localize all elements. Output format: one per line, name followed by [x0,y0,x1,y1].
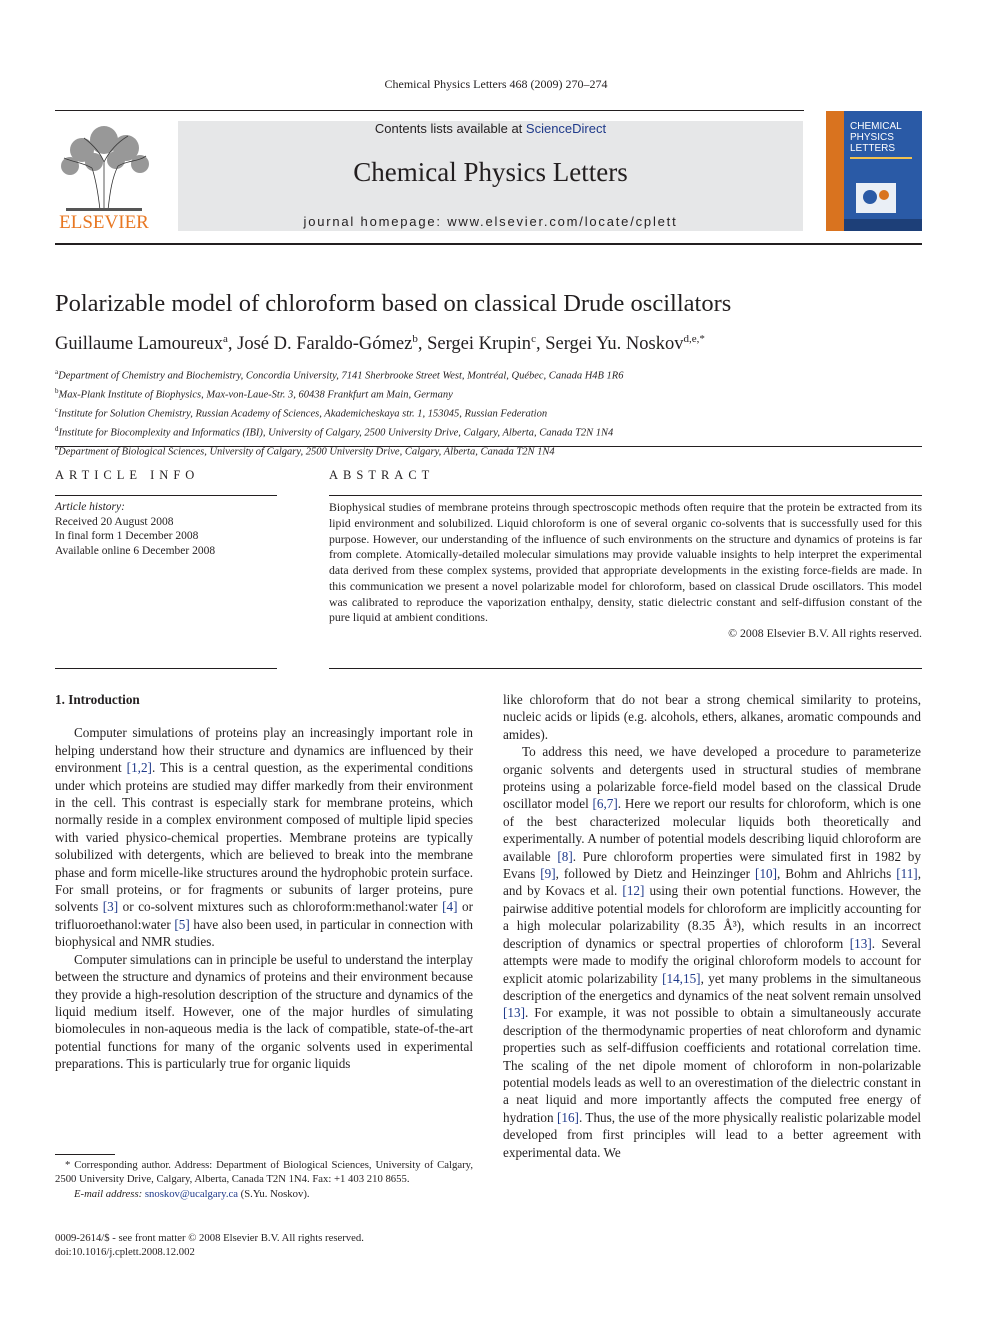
issn-block [55,1231,364,1260]
contents-prefix: Contents lists available at [374,121,526,136]
sciencedirect-link[interactable]: ScienceDirect [525,121,607,136]
citation-link[interactable]: [6,7] [592,796,618,812]
body-paragraph: like chloroform that do not bear a strong chemical similarity to proteins, nucleic acids or lipids (e.g. alcohols, ethers, alkanes, aromatic compounds and amides). [503,692,921,742]
journal-title: Chemical Physics Letters [353,157,628,187]
citation-link[interactable]: [8] [557,848,573,864]
history-online: Available online 6 December 2008 [55,544,216,557]
article-title: Polarizable model of chloroform based on classical Drude oscillators [55,290,732,317]
corresponding-author-note: * Corresponding author. Address: Department of Biological Sciences, University of Calgary, 2500 University Drive, Calgary, Alberta, Canada T2N 1N4. Fax: +1 403 210 8655. [55,1159,473,1186]
body-paragraph: Computer simulations of proteins play an increasingly important role in helping understand how their structure and dynamics are influenced by their environment [1,2]. This is a central question, as the experimental conditions under which proteins are studied may differ markedly from their environment in the cell. This contrast is especially stark for membrane proteins, which normally reside in a complex environment composed of multiple lipid species with varied physico-chemical properties. Membrane proteins are typically solubilized with detergents, which are believed to break into the membrane phase and form micelle-like structures around the hydrophobic protein surface. For small proteins, or for fragments or subunits of larger proteins, pure solvents [3] or co-solvent mixtures such as chloroform:methanol:water [4] or trifluoroethanol:water [5] have also been used, in particular in connection with biophysical and NMR studies. [55,725,474,950]
article-info-rule-top [55,495,277,496]
body-paragraph: To address this need, we have developed a procedure to parameterize organic solvents and detergents used in structural studies of membrane proteins using a polarizable force-field model based on the classical Drude oscillator model [6,7]. Here we report our results for chloroform, which is one of the best characterized molecular liquids both theoretically and experimentally. A number of potential models describing liquid chloroform are available [8]. Pure chloroform properties were simulated first in 1982 by Evans [9], followed by Dietz and Heinzinger [10], Bohm and Ahlrichs [11], and by Kovacs et al. [12] using their own potential functions. However, the pairwise additive potential models for chloroform are implicitly accounting for a high molecular polarizability (8.35 Å³), which results in an incorrect description of dynamics or spectral properties of chloroform [13]. Several attempts were made to modify the original chloroform models to account for explicit atomic polarizability [14,15], yet many problems in the simultaneous description of the energetics and dynamics of the neat solvent remain unsolved [13]. For example, it was not possible to obtain a simultaneously accurate description of the thermodynamic properties of neat chloroform and dynamic properties such as self-diffusion coefficients and rotational correlation time. The scaling of the net dipole moment of chloroform in non-polarizable potential models leads as well to an overestimation of the dielectric constant in a neat liquid and more importantly affects the computed free energy of hydration [16]. Thus, the use of the more physically realistic polarizable model developed from first principles will lead to a better agreement with experimental data. We [503,744,922,1160]
affiliation-mark: e [55,443,59,452]
journal-cover[interactable] [826,111,922,231]
email-suffix: (S.Yu. Noskov). [238,1187,310,1200]
author-list: Guillaume Lamoureux$^a$, José D. Faraldo-Gómez$^b$, Sergei Krupin$^c$, Sergei Yu. Noskov$^{d,e,*}$ [55,333,705,355]
affiliation-text: Institute for Solution Chemistry, Russian Academy of Sciences, Akademicheskaya str. 1, 153045, Russian Federation [58,408,548,420]
elsevier-wordmark: ELSEVIER [59,212,149,232]
affiliation-item [55,422,623,441]
abstract-rule-top [329,495,922,496]
citation-link[interactable]: [13] [849,935,872,951]
footnote [55,1158,473,1201]
abstract [329,500,922,642]
header-rule [55,110,804,111]
journal-banner [178,121,803,231]
article-info-rule-bottom [55,668,277,669]
author-name: Sergei Krupin [427,334,532,355]
email-line [55,1187,473,1201]
citation-link[interactable]: [14,15] [662,970,701,986]
citation-link[interactable]: [3] [102,899,119,915]
issn-line: 0009-2614/$ - see front matter © 2008 Elsevier B.V. All rights reserved. [55,1232,364,1244]
body-column-left [55,691,473,1073]
abstract-rule-bottom [329,668,922,669]
affiliation-mark: b [55,386,59,395]
author-affiliation-mark: d,e,* [683,333,705,345]
author-name: Sergei Yu. Noskov [545,334,684,355]
affiliation-text: Department of Biological Sciences, University of Calgary, 2500 University Drive, Calgary, Alberta, Canada T2N 1N4 [58,446,555,458]
abstract-copyright: © 2008 Elsevier B.V. All rights reserved. [728,626,922,640]
author-name: José D. Faraldo-Gómez [237,334,413,355]
citation-link[interactable]: [11] [896,866,918,882]
affiliation-mark: a [55,368,59,376]
footnote-rule [55,1154,115,1155]
author-affiliation-mark: c [531,333,536,345]
running-head: Chemical Physics Letters 468 (2009) 270–274 [384,77,608,91]
article-history [55,500,215,558]
journal-cover-image [826,111,922,231]
elsevier-tree-icon [52,122,156,232]
citation-link[interactable]: [12] [622,883,645,899]
affiliation-mark: d [55,424,59,433]
affiliation-rule [55,446,922,447]
banner-rule [55,243,922,245]
history-received: Received 20 August 2008 [55,515,174,528]
citation-link[interactable]: [10] [755,866,778,882]
affiliation-item [55,365,623,384]
citation-link[interactable]: [1,2] [126,760,152,776]
email-label: E-mail address: [74,1187,145,1200]
affiliation-text: Institute for Biocomplexity and Informatics (IBI), University of Calgary, 2500 University Drive, Calgary, Alberta, Canada T2N 1N4 [58,427,614,439]
abstract-heading: ABSTRACT [329,468,435,482]
email-link[interactable]: snoskov@ucalgary.ca [144,1187,238,1200]
section-heading: 1. Introduction [55,692,140,707]
cover-title-line-3: LETTERS [850,143,896,154]
journal-homepage[interactable]: journal homepage: www.elsevier.com/locate/cplett [303,214,678,229]
citation-link[interactable]: [13] [503,1005,525,1021]
doi-line[interactable]: doi:10.1016/j.cplett.2008.12.002 [55,1246,195,1259]
history-final-form: In final form 1 December 2008 [55,530,199,542]
affiliation-mark: c [55,405,59,414]
contents-line [178,121,803,136]
citation-link[interactable]: [4] [442,899,458,915]
history-label: Article history: [55,501,125,513]
affiliation-item [55,403,623,422]
author-affiliation-mark: b [412,333,418,345]
article-info-heading: ARTICLE INFO [55,468,200,482]
citation-link[interactable]: [9] [540,866,556,882]
affiliation-text: Max-Plank Institute of Biophysics, Max-von-Laue-Str. 3, 60438 Frankfurt am Main, Germany [58,389,453,401]
affiliation-item [55,384,623,403]
abstract-text: Biophysical studies of membrane proteins through spectroscopic methods often require that the protein be extracted from its lipid environment and solubilized. Liquid chloroform is one of several organic co-solvents that is successfully used for this purpose. However, our understanding of the influence of such environments on the structure and dynamics of proteins is far from complete. Atomically-detailed molecular simulations may provide valuable insights to help interpret the experimental data derived from these complex systems, provided that appropriate developments in the existing force-fields are made. In this communication we present a novel polarizable model for chloroform, based on classical Drude oscillators. This model was calibrated to reproduce the vaporization enthalpy, density, static dielectric constant and self-diffusion constant of the pure liquid at ambient conditions. [329,500,922,625]
cover-title-line-2: PHYSICS [850,132,894,143]
body-column-right [503,691,921,1161]
affiliation-text: Department of Chemistry and Biochemistry, Concordia University, 7141 Sherbrooke Street West, Montréal, Québec, Canada H4B 1R6 [58,370,624,382]
citation-link[interactable]: [16] [556,1109,579,1125]
cover-title-line-1: CHEMICAL [850,121,902,132]
citation-link[interactable]: [5] [174,916,190,932]
affiliation-item [55,441,623,460]
elsevier-logo[interactable] [52,122,156,232]
body-paragraph: Computer simulations can in principle be useful to understand the interplay between the structure and dynamics of proteins and their environment because they provide a high-resolution description of the structure and dynamics of the liquid medium itself. However, one of the major hurdles of simulating biomolecules in non-aqueous media is the lack of compatible, state-of-the-art potential functions for many of the organic solvents used in experimental preparations. This is particularly true for organic liquids [55,951,473,1072]
author-affiliation-mark: a [223,333,228,345]
author-name: Guillaume Lamoureux [55,334,223,355]
